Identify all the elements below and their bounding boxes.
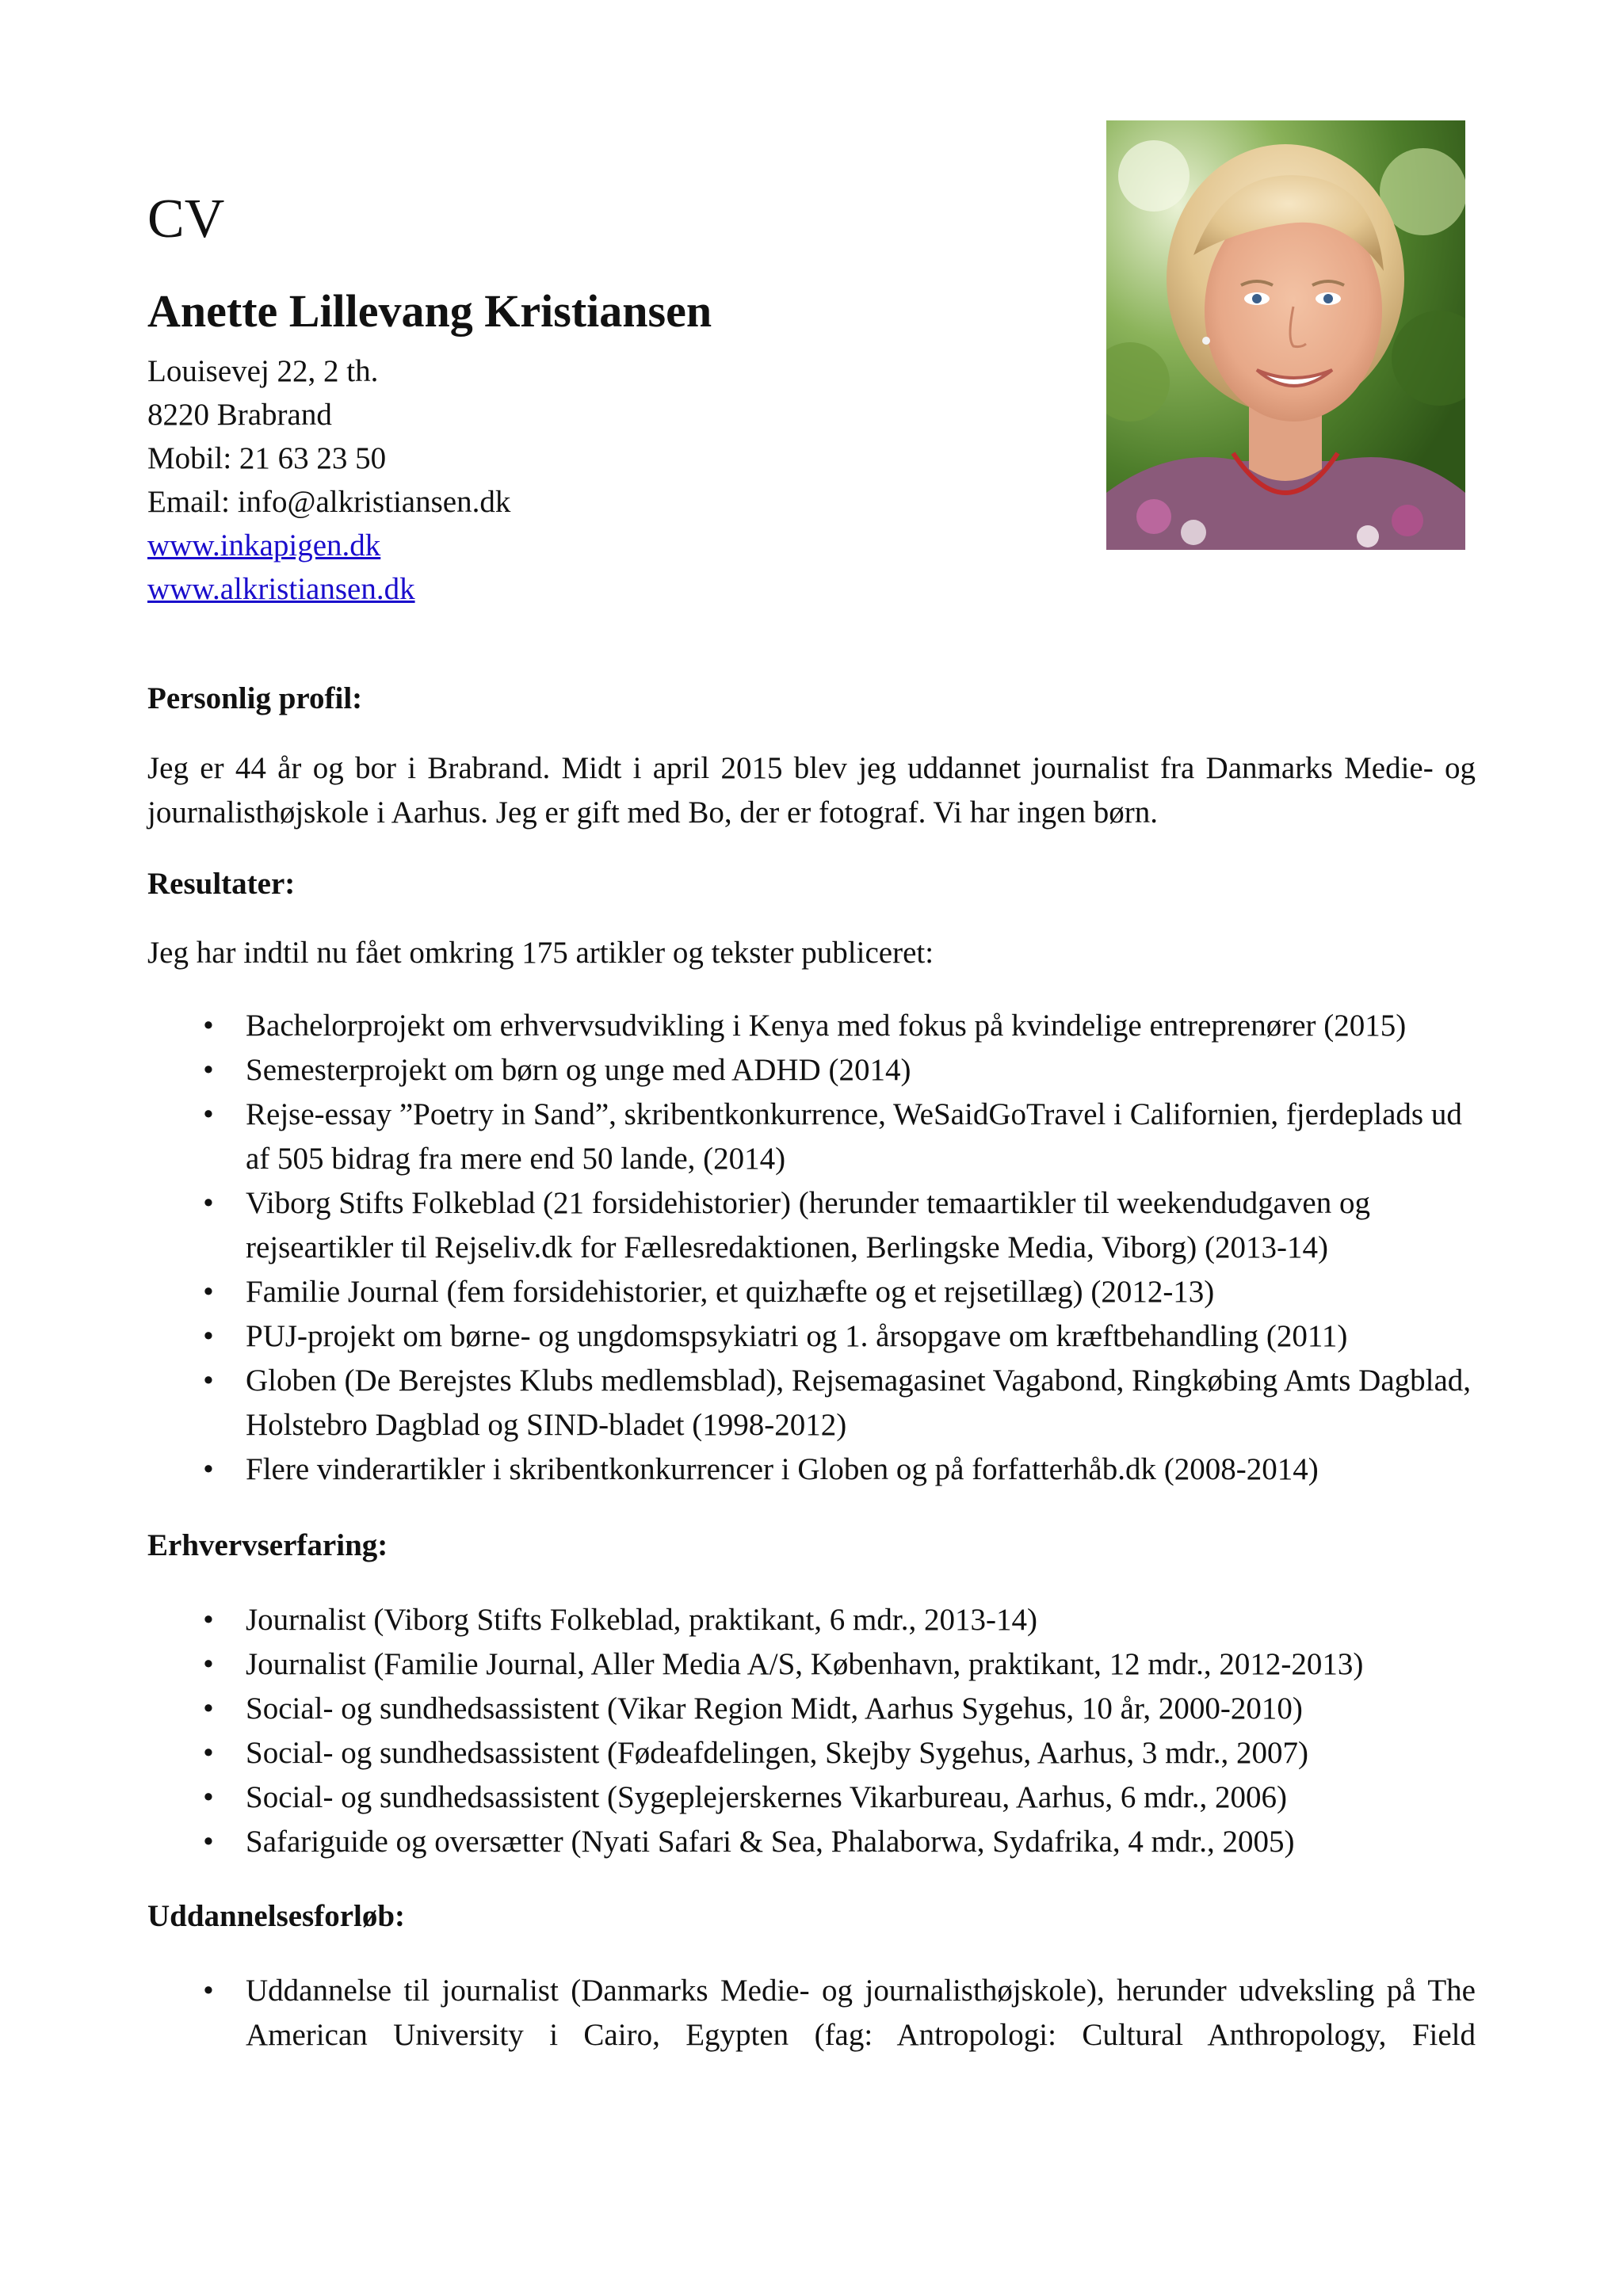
experience-item (147, 1820, 1476, 1864)
bullet-icon: • (203, 1452, 214, 1486)
address-city: 8220 Brabrand (147, 398, 332, 432)
experience-list (147, 1598, 1476, 1864)
bullet-icon: • (203, 1275, 214, 1309)
result-item (147, 1447, 1476, 1492)
education-list (147, 1969, 1476, 2058)
link-inkapigen[interactable]: www.inkapigen.dk (147, 528, 381, 563)
experience-item-text: Journalist (Viborg Stifts Folkeblad, praktikant, 6 mdr., 2013-14) (246, 1603, 1037, 1637)
result-item-text: Familie Journal (fem forsidehistorier, et quizhæfte og et rejsetillæg) (2012-13) (246, 1275, 1215, 1309)
result-item-text: Flere vinderartikler i skribentkonkurrencer i Globen og på forfatterhåb.dk (2008-2014) (246, 1452, 1319, 1486)
experience-item-text: Social- og sundhedsassistent (Fødeafdelingen, Skejby Sygehus, Aarhus, 3 mdr., 2007) (246, 1736, 1309, 1770)
bullet-icon: • (203, 1736, 214, 1770)
mobile-number: Mobil: 21 63 23 50 (147, 441, 387, 475)
experience-item (147, 1775, 1476, 1820)
profile-text: Jeg er 44 år og bor i Brabrand. Midt i april 2015 blev jeg uddannet journalist fra Danmarks Medie- og journalisthøjskole i Aarhus. Jeg er gift med Bo, der er fotograf. Vi har ingen børn. (147, 751, 1476, 830)
result-item-text: Viborg Stifts Folkeblad (21 forsidehistorier) (herunder temaartikler til weekendudgaven og rejseartikler til Rejseliv.dk for Fællesredaktionen, Berlingske Media, Viborg) (2013-14) (246, 1186, 1370, 1264)
result-item (147, 1270, 1476, 1314)
email-address: Email: info@alkristiansen.dk (147, 485, 511, 519)
experience-item-text: Social- og sundhedsassistent (Sygeplejerskernes Vikarbureau, Aarhus, 6 mdr., 2006) (246, 1780, 1288, 1814)
bullet-icon: • (203, 1974, 214, 2008)
experience-item (147, 1642, 1476, 1687)
bullet-icon: • (203, 1780, 214, 1814)
experience-item-text: Journalist (Familie Journal, Aller Media A/S, København, praktikant, 12 mdr., 2012-2013) (246, 1647, 1364, 1681)
result-item (147, 1314, 1476, 1359)
bullet-icon: • (203, 1603, 214, 1637)
results-list (147, 1004, 1476, 1492)
result-item-text: Semesterprojekt om børn og unge med ADHD (2014) (246, 1053, 911, 1087)
cv-title: CV (147, 189, 225, 250)
result-item (147, 1048, 1476, 1093)
contact-block (147, 349, 510, 611)
bullet-icon: • (203, 1097, 214, 1131)
bullet-icon: • (203, 1691, 214, 1726)
experience-item-text: Social- og sundhedsassistent (Vikar Region Midt, Aarhus Sygehus, 10 år, 2000-2010) (246, 1691, 1303, 1726)
result-item-text: Globen (De Berejstes Klubs medlemsblad), Rejsemagasinet Vagabond, Ringkøbing Amts Dagblad, Holstebro Dagblad og SIND-bladet (1998-2012) (246, 1363, 1472, 1442)
results-heading: Resultater: (147, 867, 296, 901)
bullet-icon: • (203, 1319, 214, 1353)
results-intro: Jeg har indtil nu fået omkring 175 artikler og tekster publiceret: (147, 936, 934, 970)
result-item (147, 1181, 1476, 1270)
bullet-icon: • (203, 1186, 214, 1220)
result-item (147, 1359, 1476, 1447)
result-item-text: PUJ-projekt om børne- og ungdomspsykiatri og 1. årsopgave om kræftbehandling (2011) (246, 1319, 1348, 1353)
bullet-icon: • (203, 1647, 214, 1681)
bullet-icon: • (203, 1053, 214, 1087)
address-street: Louisevej 22, 2 th. (147, 354, 379, 388)
result-item (147, 1004, 1476, 1048)
link-alkristiansen[interactable]: www.alkristiansen.dk (147, 572, 415, 606)
result-item-text: Bachelorprojekt om erhvervsudvikling i Kenya med fokus på kvindelige entreprenører (2015) (246, 1009, 1407, 1043)
profile-heading: Personlig profil: (147, 681, 363, 715)
education-item (147, 1969, 1476, 2058)
profile-photo (1106, 120, 1465, 550)
result-item-text: Rejse-essay ”Poetry in Sand”, skribentkonkurrence, WeSaidGoTravel i Californien, fjerdeplads ud af 505 bidrag fra mere end 50 lande, (2014) (246, 1097, 1462, 1176)
experience-heading: Erhvervserfaring: (147, 1528, 388, 1562)
result-item (147, 1093, 1476, 1181)
education-item-text: Uddannelse til journalist (Danmarks Medie- og journalisthøjskole), herunder udveksling på The American University i Cairo, Egypten (fag: Antropologi: Cultural Anthropology, Field (246, 1974, 1476, 2052)
bullet-icon: • (203, 1825, 214, 1859)
experience-item (147, 1687, 1476, 1731)
experience-item-text: Safariguide og oversætter (Nyati Safari & Sea, Phalaborwa, Sydafrika, 4 mdr., 2005) (246, 1825, 1295, 1859)
bullet-icon: • (203, 1009, 214, 1043)
bullet-icon: • (203, 1363, 214, 1398)
education-heading: Uddannelsesforløb: (147, 1899, 406, 1933)
experience-item (147, 1731, 1476, 1775)
person-name: Anette Lillevang Kristiansen (147, 285, 712, 337)
experience-item (147, 1598, 1476, 1642)
